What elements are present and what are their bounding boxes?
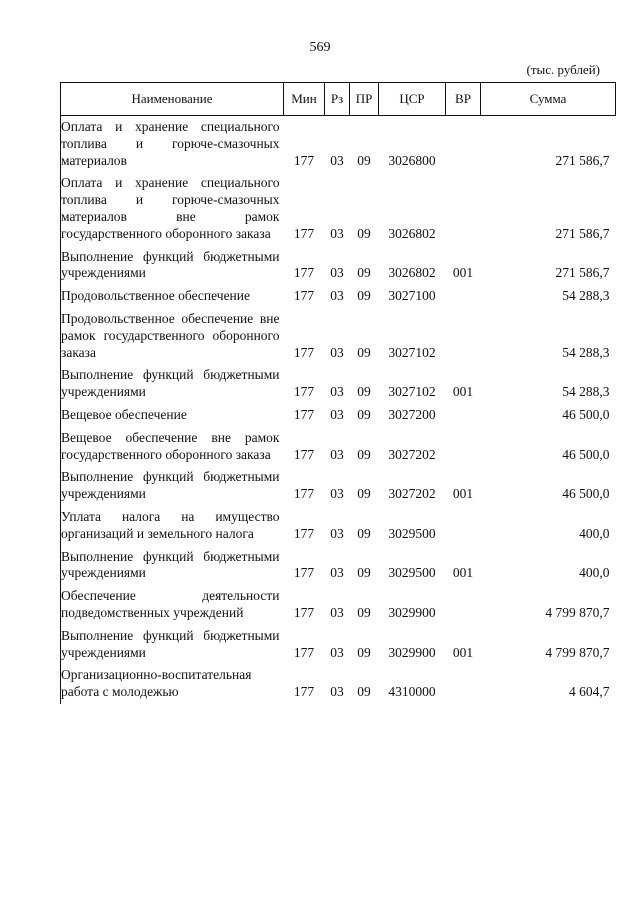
row-rz: 03 [330,265,344,281]
row-rz: 03 [330,565,344,581]
row-rz: 03 [330,604,344,620]
table-row [61,546,616,586]
header-vr: ВР [446,83,481,116]
row-name: Оплата и хранение специального топлива и горюче-смазочных материалов вне рамок государственного оборонного заказа [61,172,284,245]
row-sum: 46 500,0 [562,446,610,462]
row-sum: 54 288,3 [562,384,610,400]
row-min: 177 [293,565,315,581]
row-csr: 3029900 [388,604,436,620]
row-vr [446,285,481,308]
row-csr: 3029900 [388,644,436,660]
row-vr: 001 [452,265,474,281]
row-pr: 09 [357,152,371,168]
row-pr: 09 [357,265,371,281]
row-csr: 3027200 [388,406,436,422]
row-name: Уплата налога на имущество организаций и земельного налога [61,506,284,546]
header-pr: ПР [350,83,379,116]
row-rz: 03 [330,152,344,168]
row-sum: 4 604,7 [569,684,610,700]
row-csr: 4310000 [388,684,436,700]
row-vr [446,664,481,704]
row-pr: 09 [357,225,371,241]
table-row [61,466,616,506]
row-pr: 09 [357,604,371,620]
row-pr: 09 [357,406,371,422]
row-min: 177 [293,644,315,660]
row-rz: 03 [330,384,344,400]
row-csr: 3027202 [388,486,436,502]
row-sum: 4 799 870,7 [545,604,610,620]
row-name: Выполнение функций бюджетными учреждениями [61,466,284,506]
table-row [61,364,616,404]
row-name: Продовольственное обеспечение [61,285,284,308]
header-csr: ЦСР [379,83,446,116]
row-rz: 03 [330,525,344,541]
row-rz: 03 [330,684,344,700]
row-pr: 09 [357,384,371,400]
row-sum: 46 500,0 [562,486,610,502]
row-rz: 03 [330,446,344,462]
row-vr [446,404,481,427]
row-vr: 001 [452,644,474,660]
table-row [61,308,616,364]
row-sum: 400,0 [579,565,610,581]
row-sum: 54 288,3 [562,288,610,304]
header-name: Наименование [61,83,284,116]
budget-table [60,82,616,704]
table-row [61,285,616,308]
row-vr [446,427,481,467]
row-csr: 3029500 [388,565,436,581]
row-rz: 03 [330,644,344,660]
row-vr [446,116,481,173]
row-csr: 3027100 [388,288,436,304]
row-name: Продовольственное обеспечение вне рамок государственного оборонного заказа [61,308,284,364]
row-vr: 001 [452,565,474,581]
row-sum: 271 586,7 [555,225,610,241]
row-csr: 3029500 [388,525,436,541]
row-name: Обеспечение деятельности подведомственных учреждений [61,585,284,625]
table-row [61,625,616,665]
table-row [61,246,616,286]
row-min: 177 [293,406,315,422]
row-min: 177 [293,384,315,400]
row-pr: 09 [357,288,371,304]
row-min: 177 [293,446,315,462]
row-min: 177 [293,225,315,241]
row-sum: 271 586,7 [555,265,610,281]
row-vr: 001 [452,384,474,400]
header-sum: Сумма [481,83,616,116]
row-name: Организационно-воспитательная работа с молодежью [61,664,284,704]
header-rz: Рз [325,83,350,116]
row-min: 177 [293,525,315,541]
header-min: Мин [284,83,325,116]
row-pr: 09 [357,486,371,502]
row-rz: 03 [330,225,344,241]
row-pr: 09 [357,565,371,581]
row-vr [446,506,481,546]
row-csr: 3026802 [388,225,436,241]
row-pr: 09 [357,644,371,660]
row-sum: 54 288,3 [562,344,610,360]
row-vr [446,585,481,625]
row-min: 177 [293,265,315,281]
table-row [61,427,616,467]
row-name: Вещевое обеспечение вне рамок государственного оборонного заказа [61,427,284,467]
row-name: Оплата и хранение специального топлива и горюче-смазочных материалов [61,116,284,173]
row-pr: 09 [357,525,371,541]
row-name: Выполнение функций бюджетными учреждениями [61,625,284,665]
row-name: Вещевое обеспечение [61,404,284,427]
table-row [61,585,616,625]
table-row [61,404,616,427]
row-csr: 3027202 [388,446,436,462]
row-vr [446,308,481,364]
row-min: 177 [293,344,315,360]
table-row [61,116,616,173]
row-csr: 3026802 [388,265,436,281]
row-min: 177 [293,152,315,168]
row-rz: 03 [330,288,344,304]
row-rz: 03 [330,344,344,360]
row-rz: 03 [330,406,344,422]
table-row [61,172,616,245]
row-min: 177 [293,604,315,620]
row-min: 177 [293,684,315,700]
row-vr [446,172,481,245]
row-vr: 001 [452,486,474,502]
table-row [61,506,616,546]
row-sum: 400,0 [579,525,610,541]
row-sum: 4 799 870,7 [545,644,610,660]
row-name: Выполнение функций бюджетными учреждениями [61,246,284,286]
row-pr: 09 [357,684,371,700]
units-note: (тыс. рублей) [526,62,600,77]
row-csr: 3027102 [388,384,436,400]
row-min: 177 [293,288,315,304]
table-row [61,664,616,704]
row-pr: 09 [357,344,371,360]
table-header-row [61,83,616,116]
row-csr: 3027102 [388,344,436,360]
page-number: 569 [309,40,331,55]
row-name: Выполнение функций бюджетными учреждениями [61,546,284,586]
row-sum: 271 586,7 [555,152,610,168]
table-body [61,116,616,704]
row-sum: 46 500,0 [562,406,610,422]
row-csr: 3026800 [388,152,436,168]
row-pr: 09 [357,446,371,462]
row-min: 177 [293,486,315,502]
row-name: Выполнение функций бюджетными учреждениями [61,364,284,404]
row-rz: 03 [330,486,344,502]
